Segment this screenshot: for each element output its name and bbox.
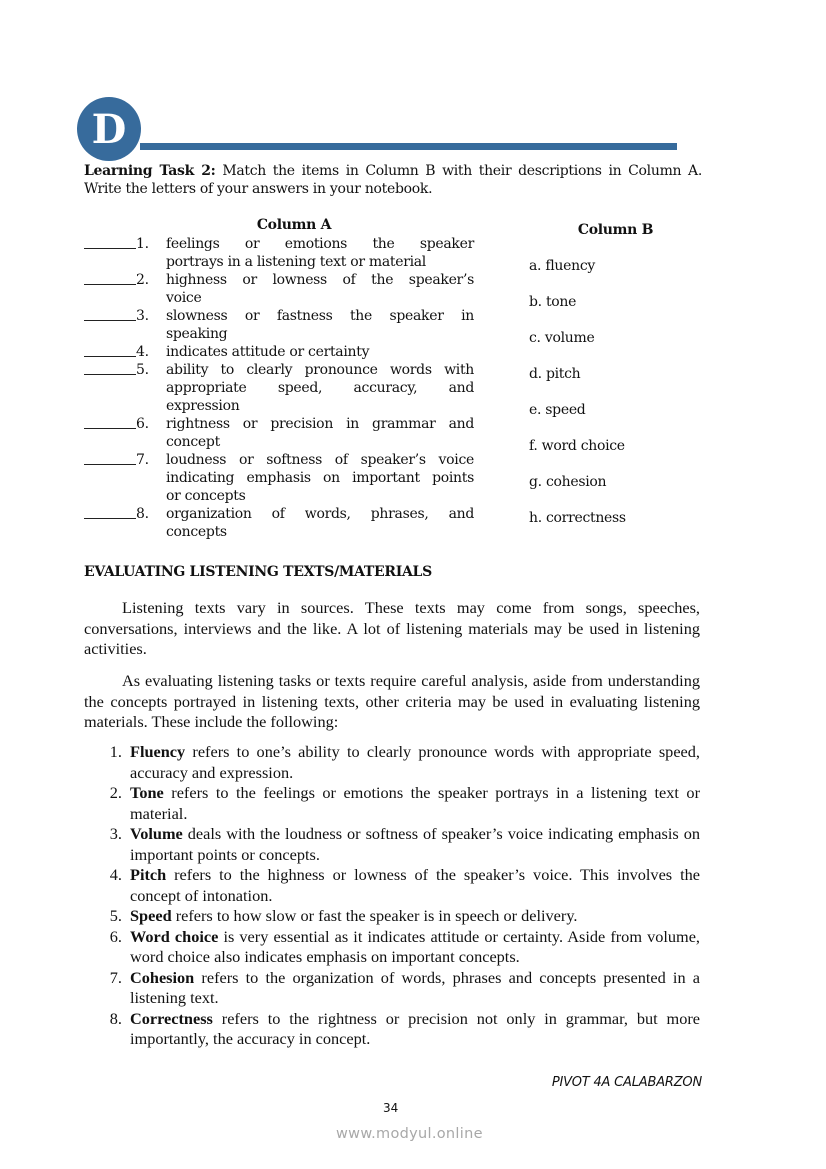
item-description: rightness or precision in grammar and [166,416,474,432]
criteria-term: Speed [130,906,172,925]
criteria-number: 1. [109,742,122,761]
criteria-item [84,968,700,1009]
item-description: concept [166,434,220,450]
column-a-item [84,235,474,253]
answer-blank[interactable] [84,307,136,321]
answer-blank[interactable] [84,271,136,285]
item-description: indicating emphasis on important points [166,470,474,486]
criteria-item [84,783,700,824]
column-a-item [84,415,474,433]
item-description: speaking [166,326,228,342]
task-instructions [84,162,702,198]
criteria-number: 8. [109,1008,122,1028]
column-b-item: d. pitch [529,366,581,382]
item-number: 4. [136,344,149,360]
item-description: voice [166,290,202,306]
criteria-item [84,865,700,906]
column-b-item: e. speed [529,402,586,418]
criteria-term: Tone [130,783,164,802]
criteria-number: 4. [109,865,122,884]
column-a-item [84,505,474,523]
item-description: highness or lowness of the speaker’s [166,272,474,288]
intro-paragraph [84,598,700,660]
column-a-item [84,307,474,325]
column-b-item: a. fluency [529,258,595,274]
item-description: or concepts [166,488,246,504]
section-heading: EVALUATING LISTENING TEXTS/MATERIALS [84,564,432,580]
column-a-item [84,271,474,289]
paragraph-text: As evaluating listening tasks or texts require careful analysis, aside from understanding the concepts portrayed in listening texts, other criteria may be used in evaluating listening materials. These include the following: [84,671,700,731]
paragraph-text: Listening texts vary in sources. These texts may come from songs, speeches, conversations, interviews and the like. A lot of listening materials may be used in listening activities. [84,598,700,658]
item-description: indicates attitude or certainty [166,344,370,360]
section-banner-line [140,143,677,150]
item-description: portrays in a listening text or material [166,254,426,270]
criteria-text: refers to how slow or fast the speaker is in speech or delivery. [171,906,578,925]
column-a-item [84,343,474,361]
answer-blank[interactable] [84,415,136,429]
answer-blank[interactable] [84,505,136,519]
item-description: slowness or fastness the speaker in [166,308,474,324]
item-number: 2. [136,272,149,288]
watermark-link[interactable]: www.modyul.online [336,1126,483,1142]
item-number: 3. [136,308,149,324]
item-number: 7. [136,452,149,468]
criteria-term: Fluency [130,742,186,761]
item-description: expression [166,398,240,414]
column-b-item: f. word choice [529,438,625,454]
criteria-number: 7. [109,967,122,987]
answer-blank[interactable] [84,235,136,249]
criteria-term: Correctness [130,1008,213,1028]
criteria-number: 5. [109,906,122,925]
item-description: concepts [166,524,227,540]
page-number: 34 [383,1101,399,1115]
column-a-list [84,235,474,541]
criteria-number: 6. [109,926,122,946]
criteria-item [84,742,700,783]
column-a-item [84,361,474,379]
section-letter: D [91,106,127,153]
item-number: 8. [136,506,149,522]
item-description: organization of words, phrases, and [166,506,474,522]
column-b-list [529,257,626,545]
column-a-item [84,451,474,469]
criteria-item [84,1009,700,1050]
answer-blank[interactable] [84,451,136,465]
item-description: appropriate speed, accuracy, and [166,380,474,396]
criteria-term: Volume [130,824,183,843]
column-a-heading: Column A [256,217,332,233]
answer-blank[interactable] [84,343,136,357]
criteria-term: Cohesion [130,967,195,987]
column-b-item: b. tone [529,294,577,310]
criteria-term: Pitch [130,865,167,884]
criteria-list [84,742,700,1050]
item-number: 6. [136,416,149,432]
criteria-text: refers to the highness or lowness of the speaker’s voice. This involves the concept of intonation. [130,865,700,905]
column-b-item: c. volume [529,330,595,346]
criteria-item [84,927,700,968]
criteria-text: deals with the loudness or softness of speaker’s voice indicating emphasis on important points or concepts. [130,824,700,864]
answer-blank[interactable] [84,361,136,375]
item-description: ability to clearly pronounce words with [166,362,474,378]
criteria-number: 2. [109,783,122,802]
task-instructions-text: Match the items in Column B with their descriptions in Column A. Write the letters of your answers in your notebook. [84,163,702,197]
section-d-badge [77,97,141,161]
criteria-intro-paragraph [84,671,700,733]
footer-brand: PIVOT 4A CALABARZON [551,1075,702,1090]
task-label: Learning Task 2: [84,163,216,179]
column-b-heading: Column B [577,222,654,238]
criteria-term: Word choice [130,926,219,946]
column-b-item: h. correctness [529,510,626,526]
item-number: 5. [136,362,149,378]
item-description: loudness or softness of speaker’s voice [166,452,474,468]
criteria-item [84,906,700,927]
criteria-number: 3. [109,824,122,843]
criteria-text: refers to one’s ability to clearly pronounce words with appropriate speed, accuracy and expression. [130,742,700,782]
criteria-text: is very essential as it indicates attitude or certainty. Aside from volume, word choice also indicates emphasis on important concepts. [130,926,700,966]
criteria-item [84,824,700,865]
criteria-text: refers to the organization of words, phrases and concepts presented in a listening text. [130,967,700,1007]
item-description: feelings or emotions the speaker [166,236,474,252]
criteria-text: refers to the feelings or emotions the speaker portrays in a listening text or material. [130,783,700,823]
criteria-text: refers to the rightness or precision not only in grammar, but more importantly, the accuracy in concept. [130,1008,700,1048]
item-number: 1. [136,236,149,252]
column-b-item: g. cohesion [529,474,607,490]
